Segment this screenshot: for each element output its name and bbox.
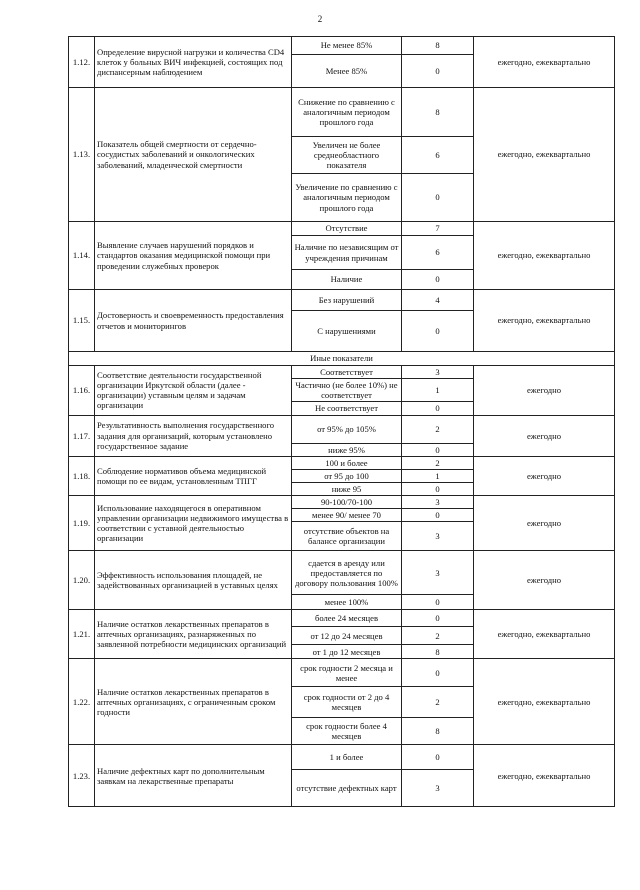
indicator-name: Определение вирусной нагрузки и количества CD4 клеток у больных ВИЧ инфекцией, состоящих под диспансерным наблюдением (95, 37, 292, 88)
criterion-score: 0 (402, 610, 474, 627)
criterion-score: 2 (402, 687, 474, 718)
criterion-text: 90-100/70-100 (292, 496, 402, 509)
reporting-period: ежегодно, ежеквартально (474, 745, 615, 807)
criterion-score: 0 (402, 509, 474, 522)
table-row (69, 551, 615, 595)
criterion-text: Соответствует (292, 366, 402, 379)
reporting-period: ежегодно, ежеквартально (474, 290, 615, 352)
criterion-score: 3 (402, 366, 474, 379)
criterion-text: срок годности более 4 месяцев (292, 718, 402, 745)
criterion-score: 2 (402, 627, 474, 645)
criterion-score: 0 (402, 55, 474, 88)
criterion-score: 2 (402, 456, 474, 469)
reporting-period: ежегодно, ежеквартально (474, 88, 615, 222)
reporting-period: ежегодно (474, 366, 615, 416)
indicator-name: Выявление случаев нарушений порядков и стандартов оказания медицинской помощи при проведении служебных проверок (95, 222, 292, 290)
criterion-text: менее 100% (292, 595, 402, 610)
criterion-text: срок годности от 2 до 4 месяцев (292, 687, 402, 718)
table-row (69, 745, 615, 770)
indicator-name: Использование находящегося в оперативном управлении организации недвижимого имущества в соответствии с уставной деятельностью организации (95, 496, 292, 551)
criterion-score: 0 (402, 270, 474, 290)
criterion-text: менее 90/ менее 70 (292, 509, 402, 522)
indicator-name: Наличие дефектных карт по дополнительным заявкам на лекарственные препараты (95, 745, 292, 807)
criterion-text: 1 и более (292, 745, 402, 770)
criterion-score: 0 (402, 311, 474, 352)
criterion-score: 0 (402, 659, 474, 687)
table-row (69, 659, 615, 687)
table-row (69, 222, 615, 236)
criterion-score: 0 (402, 595, 474, 610)
criterion-text: от 95% до 105% (292, 415, 402, 443)
indicator-number: 1.19. (69, 496, 95, 551)
criterion-score: 3 (402, 496, 474, 509)
table-row (69, 456, 615, 469)
criterion-score: 0 (402, 482, 474, 495)
page-number: 2 (317, 14, 323, 24)
criterion-text: С нарушениями (292, 311, 402, 352)
indicator-name: Соответствие деятельности государственной организации Иркутской области (далее - организации) уставным целям и задачам организации (95, 366, 292, 416)
reporting-period: ежегодно, ежеквартально (474, 37, 615, 88)
criterion-text: от 95 до 100 (292, 469, 402, 482)
criterion-text: Не менее 85% (292, 37, 402, 55)
indicator-name: Наличие остатков лекарственных препаратов в аптечных организациях, с ограниченным сроком годности (95, 659, 292, 745)
criterion-score: 0 (402, 443, 474, 456)
criterion-text: Не соответствует (292, 402, 402, 415)
criterion-score: 8 (402, 718, 474, 745)
criterion-text: 100 и более (292, 456, 402, 469)
criterion-text: отсутствие объектов на балансе организации (292, 522, 402, 551)
indicator-number: 1.23. (69, 745, 95, 807)
reporting-period: ежегодно, ежеквартально (474, 610, 615, 659)
table-row (69, 37, 615, 55)
criterion-score: 1 (402, 379, 474, 402)
reporting-period: ежегодно, ежеквартально (474, 222, 615, 290)
criterion-score: 8 (402, 645, 474, 659)
criterion-score: 8 (402, 37, 474, 55)
criterion-score: 0 (402, 174, 474, 222)
criterion-text: Менее 85% (292, 55, 402, 88)
criterion-text: Увеличение по сравнению с аналогичным периодом прошлого года (292, 174, 402, 222)
table-row (69, 610, 615, 627)
reporting-period: ежегодно (474, 415, 615, 456)
indicator-name: Соблюдение нормативов объема медицинской помощи по ее видам, установленным ТПГГ (95, 456, 292, 495)
indicator-number: 1.16. (69, 366, 95, 416)
criterion-score: 3 (402, 522, 474, 551)
indicator-number: 1.14. (69, 222, 95, 290)
criterion-text: Наличие по независящим от учреждения причинам (292, 236, 402, 270)
criterion-score: 1 (402, 469, 474, 482)
indicator-name: Показатель общей смертности от сердечно-сосудистых заболеваний и онкологических заболеваний, младенческой смертности (95, 88, 292, 222)
criterion-text: отсутствие дефектных карт (292, 770, 402, 807)
reporting-period: ежегодно (474, 496, 615, 551)
criterion-text: Увеличен не более среднеобластного показателя (292, 137, 402, 174)
indicator-name: Наличие остатков лекарственных препаратов в аптечных организациях, разнаряженных по заявленной потребности медицинских организаций (95, 610, 292, 659)
criterion-text: Без нарушений (292, 290, 402, 311)
indicator-name: Достоверность и своевременность предоставления отчетов и мониторингов (95, 290, 292, 352)
indicator-name: Эффективность использования площадей, не задействованных организацией в уставных целях (95, 551, 292, 610)
criterion-text: ниже 95% (292, 443, 402, 456)
criteria-table (68, 36, 615, 807)
criterion-text: Наличие (292, 270, 402, 290)
criterion-score: 3 (402, 770, 474, 807)
indicator-number: 1.22. (69, 659, 95, 745)
section-row (69, 352, 615, 366)
criterion-score: 4 (402, 290, 474, 311)
criterion-text: Отсутствие (292, 222, 402, 236)
criterion-text: срок годности 2 месяца и менее (292, 659, 402, 687)
criterion-text: ниже 95 (292, 482, 402, 495)
reporting-period: ежегодно (474, 551, 615, 610)
criterion-score: 3 (402, 551, 474, 595)
table-row (69, 496, 615, 509)
indicator-number: 1.18. (69, 456, 95, 495)
criterion-text: Частично (не более 10%) не соответствует (292, 379, 402, 402)
criterion-text: сдается в аренду или предоставляется по договору пользования 100% (292, 551, 402, 595)
criterion-score: 6 (402, 236, 474, 270)
reporting-period: ежегодно, ежеквартально (474, 659, 615, 745)
criterion-score: 0 (402, 402, 474, 415)
criterion-score: 6 (402, 137, 474, 174)
table-row (69, 415, 615, 443)
criterion-text: от 12 до 24 месяцев (292, 627, 402, 645)
reporting-period: ежегодно (474, 456, 615, 495)
criterion-score: 0 (402, 745, 474, 770)
criterion-text: от 1 до 12 месяцев (292, 645, 402, 659)
indicator-number: 1.13. (69, 88, 95, 222)
indicator-name: Результативность выполнения государственного задания для организаций, которым установлено государственное задание (95, 415, 292, 456)
section-title: Иные показатели (69, 352, 615, 366)
indicator-number: 1.17. (69, 415, 95, 456)
criterion-score: 2 (402, 415, 474, 443)
indicator-number: 1.12. (69, 37, 95, 88)
criterion-text: более 24 месяцев (292, 610, 402, 627)
table-row (69, 366, 615, 379)
indicator-number: 1.21. (69, 610, 95, 659)
criterion-score: 8 (402, 88, 474, 137)
criterion-score: 7 (402, 222, 474, 236)
indicator-number: 1.15. (69, 290, 95, 352)
table-row (69, 88, 615, 137)
criterion-text: Снижение по сравнению с аналогичным периодом прошлого года (292, 88, 402, 137)
table-row (69, 290, 615, 311)
indicator-number: 1.20. (69, 551, 95, 610)
